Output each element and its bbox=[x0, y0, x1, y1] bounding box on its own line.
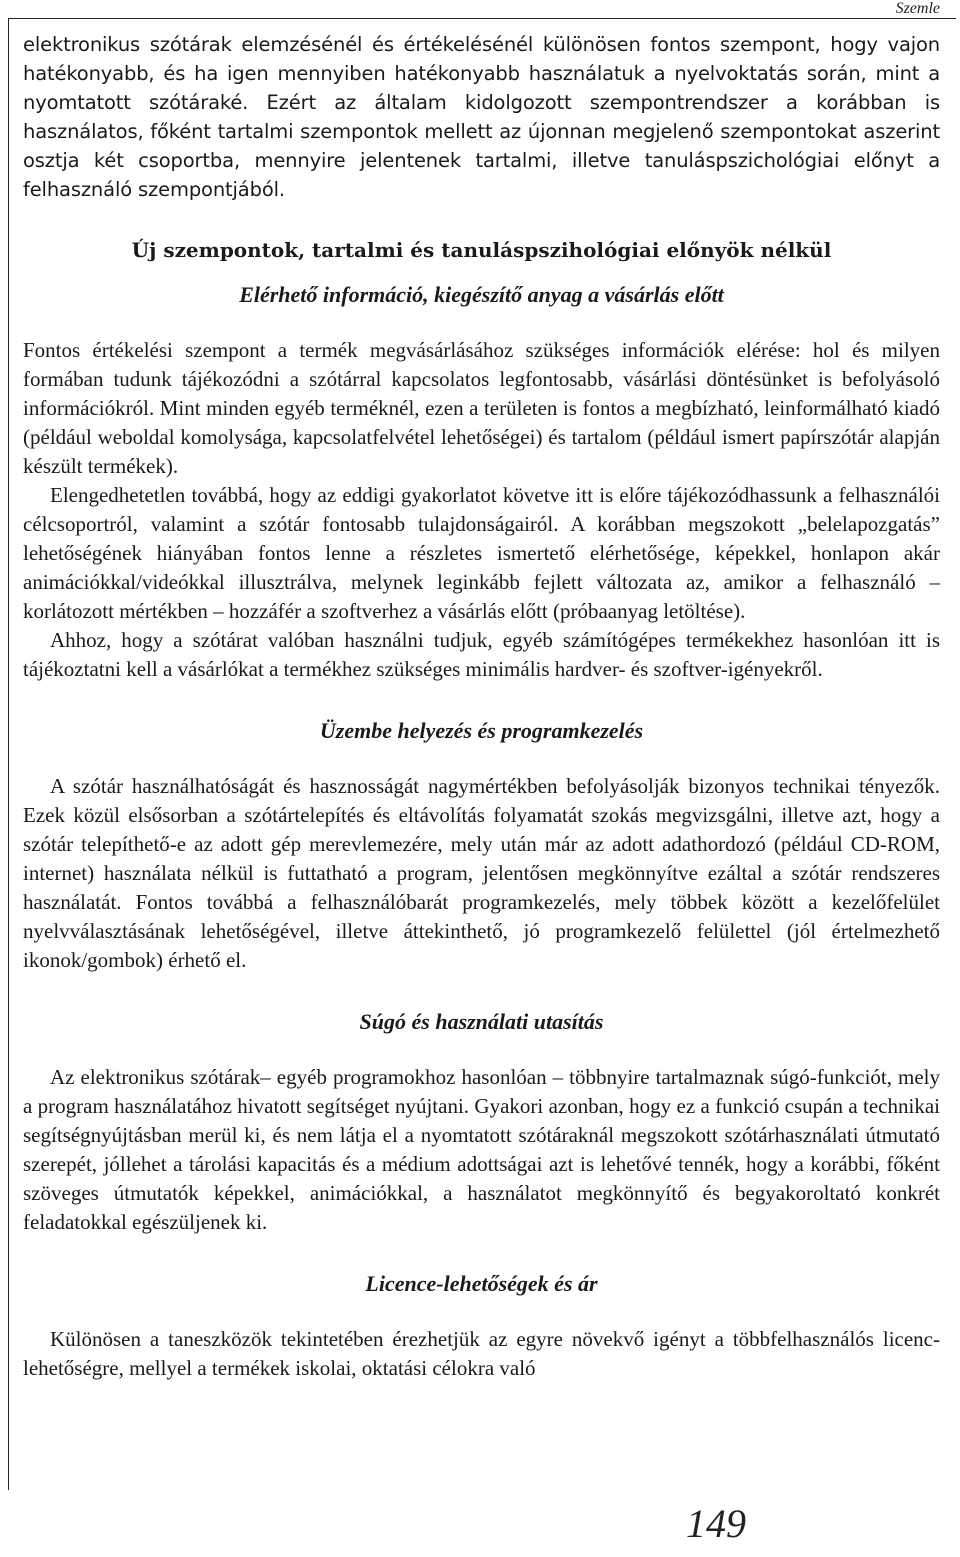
subsection-title: Üzembe helyezés és programkezelés bbox=[319, 718, 644, 743]
paragraph: Ahhoz, hogy a szótárat valóban használni tudjuk, egyéb számítógépes termékekhez hasonlóan itt is tájékoztatni kell a vásárlókat a termékhez szükséges minimális hardver- és szoftver-igényekről. bbox=[23, 628, 940, 681]
margin-rule bbox=[8, 18, 9, 1490]
page-number: 149 bbox=[686, 1501, 746, 1546]
paragraph: Az elektronikus szótárak– egyéb programokhoz hasonlóan – többnyire tartalmaznak súgó-funkciót, mely a program használatához hivatott segítséget nyújtani. Gyakori azonban, hogy ez a funkció csupán a technikai segítségnyújtásban merül ki, és nem látja el a nyomtatott szótáraknál megszokott szótárhasználati útmutató szerepét, jóllehet a tárolási kapacitás és a médium adottságai azt is lehetővé tennék, hogy a korábbi, főként szöveges útmutatók képekkel, animációkkal, a használatot megkönnyítő és begyakoroltató konkrét feladatokkal egészüljenek ki. bbox=[23, 1065, 940, 1234]
paragraph: Különösen a taneszközök tekintetében érezhetjük az egyre növekvő igényt a többfelhasználós licenc-lehetőségre, mellyel a termékek iskolai, oktatási célokra való bbox=[23, 1327, 940, 1380]
intro-paragraph: elektronikus szótárak elemzésénél és értékelésénél különösen fontos szempont, hogy vajon hatékonyabb, és ha igen mennyiben hatékonyabb használatuk a nyelvoktatás során, mint a nyomtatott szótáraké. Ezért az általam kidolgozott szempontrendszer a korábban is használatos, főként tartalmi szempontok mellett az újonnan megjelenő szempontokat aszerint osztja két csoportba, mennyire jelentenek tartalmi, illetve tanuláspszichológiai előnyt a felhasználó szempontjából. bbox=[23, 33, 940, 201]
paragraph: A szótár használhatóságát és hasznosságát nagymértékben befolyásolják bizonyos technikai tényezők. Ezek közül elsősorban a szótártelepítés és eltávolítás folyamatát szokás megvizsgálni, illetve azt, hogy a szótár telepíthető-e az adott gép merevlemezére, mely után már az adott adathordozó (például CD-ROM, internet) használata nélkül is futtatható a program, jelentősen megkönnyítve ezáltal a szótár rendszeres használatát. Fontos továbbá a felhasználóbarát programkezelés, mely többek között a kezelőfelület nyelvválasztásának lehetőségével, illetve áttekinthető, jó programkezelő felülettel (jól értelmezhető ikonok/gombok) érhető el. bbox=[23, 774, 940, 972]
header-rule bbox=[8, 18, 956, 19]
section-title: Új szempontok, tartalmi és tanuláspszihológiai előnyök nélkül bbox=[131, 238, 832, 262]
subsection-title: Elérhető információ, kiegészítő anyag a vásárlás előtt bbox=[239, 282, 724, 307]
subsection-title: Licence-lehetőségek és ár bbox=[365, 1271, 598, 1296]
paragraph: Fontos értékelési szempont a termék megvásárlásához szükséges információk elérése: hol és milyen formában tudunk tájékozódni a szótárral kapcsolatos legfontosabb, vásárlási döntésünket is befolyásoló információkról. Mint minden egyéb terméknél, ezen a területen is fontos a megbízható, leinformálható kiadó (például weboldal komolysága, kapcsolatfelvétel lehetőségei) és tartalom (például ismert papírszótár alapján készült termékek). bbox=[23, 338, 940, 478]
paragraph: Elengedhetetlen továbbá, hogy az eddigi gyakorlatot követve itt is előre tájékozódhassunk a felhasználói célcsoportról, valamint a szótár fontosabb tulajdonságairól. A korábban megszokott „belelapozgatás” lehetőségének hiányában fontos lenne a részletes ismertető elérhetősége, képekkel, honlapon akár animációkkal/videókkal illusztrálva, melynek leginkább fejlett változata az, amikor a felhasználó – korlátozott mértékben – hozzáfér a szoftverhez a vásárlás előtt (próbaanyag letöltése). bbox=[23, 483, 940, 623]
article-body bbox=[23, 30, 940, 1383]
running-head: Szemle bbox=[895, 0, 940, 17]
subsection-title: Súgó és használati utasítás bbox=[359, 1009, 604, 1034]
